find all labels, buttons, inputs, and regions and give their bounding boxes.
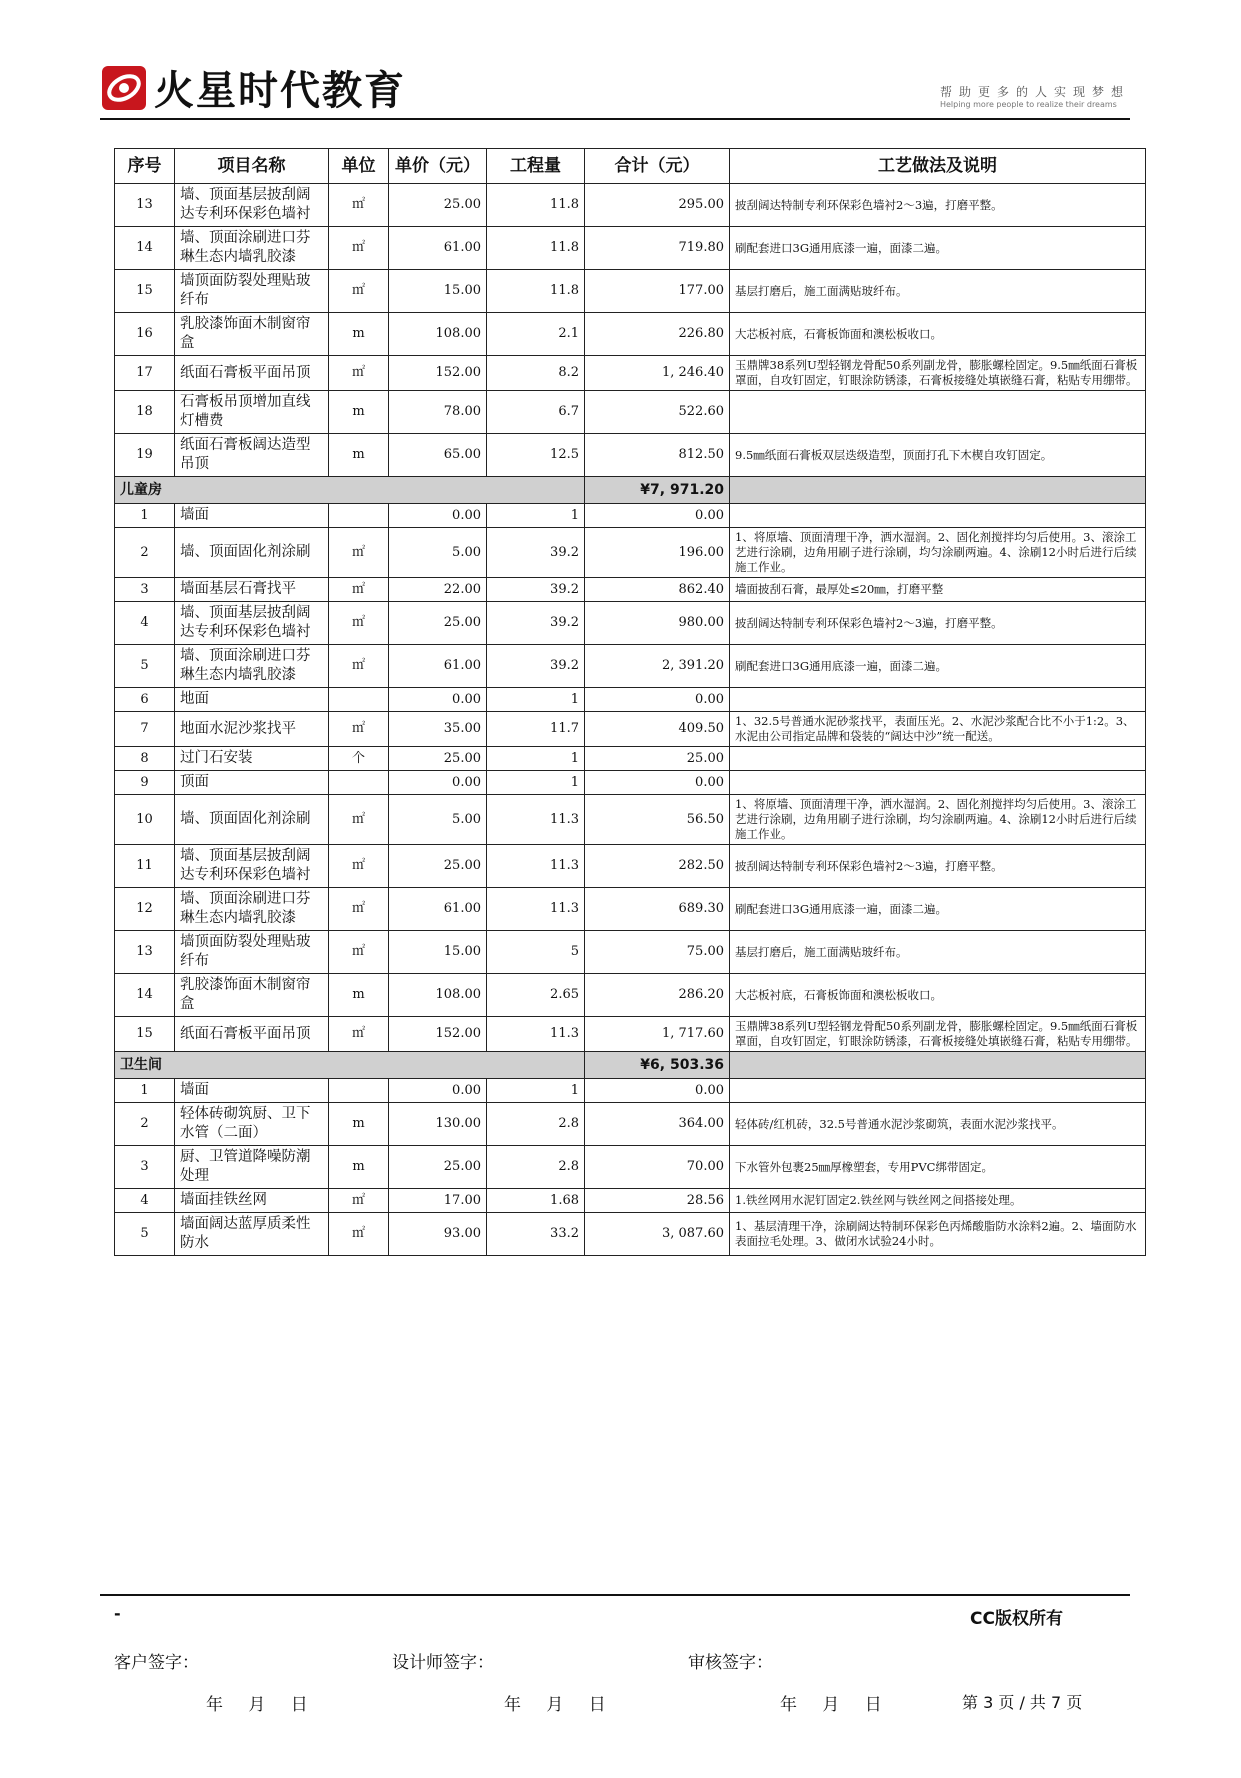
- unit: ㎡: [329, 931, 389, 974]
- quantity: 6.7: [487, 391, 585, 434]
- quote-table: [114, 148, 1146, 1256]
- line-total: 177.00: [585, 270, 730, 313]
- line-total: 364.00: [585, 1103, 730, 1146]
- process-description: 墙面披刮石膏，最厚处≤20㎜，打磨平整: [730, 578, 1146, 602]
- item-name: 石膏板吊顶增加直线灯槽费: [175, 391, 329, 434]
- table-row: [115, 1103, 1146, 1146]
- line-total: 226.80: [585, 313, 730, 356]
- row-number: 11: [115, 845, 175, 888]
- table-row: [115, 888, 1146, 931]
- item-name: 过门石安装: [175, 747, 329, 771]
- line-total: 409.50: [585, 712, 730, 747]
- row-number: 2: [115, 1103, 175, 1146]
- unit-price: 0.00: [389, 688, 487, 712]
- line-total: 0.00: [585, 1079, 730, 1103]
- unit-price: 15.00: [389, 931, 487, 974]
- item-name: 墙面: [175, 504, 329, 528]
- process-description: 披刮阔达特制专利环保彩色墙衬2～3遍，打磨平整。: [730, 845, 1146, 888]
- unit-price: 152.00: [389, 356, 487, 391]
- quantity: 11.3: [487, 845, 585, 888]
- table-row: [115, 1079, 1146, 1103]
- item-name: 纸面石膏板阔达造型吊顶: [175, 434, 329, 477]
- process-description: [730, 747, 1146, 771]
- item-name: 墙顶面防裂处理贴玻纤布: [175, 270, 329, 313]
- process-description: 基层打磨后，施工面满贴玻纤布。: [730, 270, 1146, 313]
- page-header: [100, 55, 1130, 117]
- row-number: 13: [115, 184, 175, 227]
- table-row: [115, 795, 1146, 845]
- item-name: 墙面基层石膏找平: [175, 578, 329, 602]
- unit: ㎡: [329, 845, 389, 888]
- row-number: 19: [115, 434, 175, 477]
- line-total: 28.56: [585, 1189, 730, 1213]
- quantity: 39.2: [487, 602, 585, 645]
- process-description: [730, 1079, 1146, 1103]
- process-description: 1、将原墙、顶面清理干净，洒水湿润。2、固化剂搅拌均匀后使用。3、滚涂工艺进行涂刷，边角用刷子进行涂刷，均匀涂刷两遍。4、涂刷12小时后进行后续施工作业。: [730, 795, 1146, 845]
- row-number: 17: [115, 356, 175, 391]
- reviewer-date: 年 月 日: [780, 1695, 882, 1715]
- unit-price: 5.00: [389, 528, 487, 578]
- process-description: 玉鼎牌38系列U型轻钢龙骨配50系列副龙骨，膨胀螺栓固定。9.5㎜纸面石膏板罩面，自攻钉固定，钉眼涂防锈漆，石膏板接缝处填嵌缝石膏，粘贴专用绷带。: [730, 1017, 1146, 1052]
- unit-price: 108.00: [389, 974, 487, 1017]
- quantity: 2.8: [487, 1146, 585, 1189]
- designer-signature-label: 设计师签字：: [392, 1653, 494, 1673]
- row-number: 14: [115, 974, 175, 1017]
- unit: ㎡: [329, 227, 389, 270]
- table-body: [115, 184, 1146, 1256]
- process-description: [730, 688, 1146, 712]
- row-number: 1: [115, 1079, 175, 1103]
- item-name: 墙、顶面固化剂涂刷: [175, 795, 329, 845]
- quantity: 1.68: [487, 1189, 585, 1213]
- item-name: 墙面挂铁丝网: [175, 1189, 329, 1213]
- table-row: [115, 1146, 1146, 1189]
- unit-price: 65.00: [389, 434, 487, 477]
- item-name: 墙、顶面固化剂涂刷: [175, 528, 329, 578]
- row-number: 15: [115, 1017, 175, 1052]
- quantity: 11.3: [487, 888, 585, 931]
- process-description: 披刮阔达特制专利环保彩色墙衬2～3遍，打磨平整。: [730, 184, 1146, 227]
- quantity: 33.2: [487, 1213, 585, 1256]
- unit: ㎡: [329, 578, 389, 602]
- table-row: [115, 356, 1146, 391]
- copyright-text: CC版权所有: [970, 1609, 1063, 1629]
- table-row: [115, 1017, 1146, 1052]
- quantity: 11.3: [487, 795, 585, 845]
- unit-price: 25.00: [389, 845, 487, 888]
- table-row: [115, 578, 1146, 602]
- process-description: 1、基层清理干净，涂刷阔达特制环保彩色丙烯酸脂防水涂料2遍。2、墙面防水表面拉毛处理。3、做闭水试验24小时。: [730, 1213, 1146, 1256]
- brand-name: 火星时代教育: [154, 68, 406, 114]
- unit-price: 5.00: [389, 795, 487, 845]
- line-total: 980.00: [585, 602, 730, 645]
- unit: 个: [329, 747, 389, 771]
- table-row: [115, 931, 1146, 974]
- col-header-total: 合计（元）: [585, 149, 730, 184]
- item-name: 纸面石膏板平面吊顶: [175, 1017, 329, 1052]
- quantity: 11.3: [487, 1017, 585, 1052]
- row-number: 5: [115, 645, 175, 688]
- process-description: 大芯板衬底，石膏板饰面和澳松板收口。: [730, 974, 1146, 1017]
- item-name: 墙、顶面涂刷进口芬琳生态内墙乳胶漆: [175, 888, 329, 931]
- line-total: 70.00: [585, 1146, 730, 1189]
- table-row: [115, 747, 1146, 771]
- item-name: 墙、顶面涂刷进口芬琳生态内墙乳胶漆: [175, 227, 329, 270]
- quantity: 8.2: [487, 356, 585, 391]
- unit: ㎡: [329, 602, 389, 645]
- unit: m: [329, 313, 389, 356]
- table-row: [115, 184, 1146, 227]
- table-row: [115, 227, 1146, 270]
- designer-date: 年 月 日: [504, 1695, 606, 1715]
- item-name: 纸面石膏板平面吊顶: [175, 356, 329, 391]
- unit-price: 61.00: [389, 227, 487, 270]
- unit: ㎡: [329, 712, 389, 747]
- unit: ㎡: [329, 645, 389, 688]
- line-total: 295.00: [585, 184, 730, 227]
- process-description: 下水管外包裹25㎜厚橡塑套，专用PVC绑带固定。: [730, 1146, 1146, 1189]
- table-row: [115, 974, 1146, 1017]
- quantity: 1: [487, 747, 585, 771]
- line-total: 1, 246.40: [585, 356, 730, 391]
- row-number: 4: [115, 1189, 175, 1213]
- process-description: 基层打磨后，施工面满贴玻纤布。: [730, 931, 1146, 974]
- quantity: 1: [487, 771, 585, 795]
- line-total: 0.00: [585, 504, 730, 528]
- line-total: 719.80: [585, 227, 730, 270]
- row-number: 2: [115, 528, 175, 578]
- unit: [329, 771, 389, 795]
- row-number: 12: [115, 888, 175, 931]
- unit: m: [329, 1103, 389, 1146]
- col-header-name: 项目名称: [175, 149, 329, 184]
- unit-price: 0.00: [389, 1079, 487, 1103]
- section-title: 卫生间: [115, 1052, 585, 1079]
- quantity: 5: [487, 931, 585, 974]
- table-row: [115, 688, 1146, 712]
- unit-price: 35.00: [389, 712, 487, 747]
- unit: m: [329, 974, 389, 1017]
- col-header-price: 单价（元）: [389, 149, 487, 184]
- item-name: 墙、顶面基层披刮阔达专利环保彩色墙衬: [175, 184, 329, 227]
- unit-price: 25.00: [389, 184, 487, 227]
- table-row: [115, 1189, 1146, 1213]
- process-description: 刷配套进口3G通用底漆一遍，面漆二遍。: [730, 227, 1146, 270]
- col-header-desc: 工艺做法及说明: [730, 149, 1146, 184]
- process-description: 大芯板衬底，石膏板饰面和澳松板收口。: [730, 313, 1146, 356]
- table-row: [115, 1213, 1146, 1256]
- unit: m: [329, 391, 389, 434]
- unit-price: 15.00: [389, 270, 487, 313]
- quantity: 11.8: [487, 184, 585, 227]
- line-total: 0.00: [585, 771, 730, 795]
- row-number: 5: [115, 1213, 175, 1256]
- process-description: 1.铁丝网用水泥钉固定2.铁丝网与铁丝网之间搭接处理。: [730, 1189, 1146, 1213]
- quantity: 12.5: [487, 434, 585, 477]
- line-total: 196.00: [585, 528, 730, 578]
- item-name: 乳胶漆饰面木制窗帘盒: [175, 313, 329, 356]
- header-divider: [100, 118, 1130, 120]
- row-number: 6: [115, 688, 175, 712]
- unit: ㎡: [329, 795, 389, 845]
- table-row: [115, 528, 1146, 578]
- section-total: ¥6, 503.36: [585, 1052, 730, 1079]
- unit: ㎡: [329, 356, 389, 391]
- unit-price: 93.00: [389, 1213, 487, 1256]
- row-number: 10: [115, 795, 175, 845]
- process-description: 1、32.5号普通水泥砂浆找平，表面压光。2、水泥沙浆配合比不小于1:2。3、水泥由公司指定品牌和袋装的“阔达中沙”统一配送。: [730, 712, 1146, 747]
- unit-price: 25.00: [389, 602, 487, 645]
- item-name: 墙、顶面涂刷进口芬琳生态内墙乳胶漆: [175, 645, 329, 688]
- unit: m: [329, 1146, 389, 1189]
- row-number: 7: [115, 712, 175, 747]
- table-row: [115, 270, 1146, 313]
- quantity: 11.8: [487, 270, 585, 313]
- row-number: 15: [115, 270, 175, 313]
- line-total: 522.60: [585, 391, 730, 434]
- table-row: [115, 771, 1146, 795]
- quantity: 2.1: [487, 313, 585, 356]
- footer-divider: [100, 1594, 1130, 1596]
- line-total: 812.50: [585, 434, 730, 477]
- process-description: 披刮阔达特制专利环保彩色墙衬2～3遍，打磨平整。: [730, 602, 1146, 645]
- unit-price: 61.00: [389, 645, 487, 688]
- row-number: 16: [115, 313, 175, 356]
- table-row: [115, 645, 1146, 688]
- quantity: 1: [487, 1079, 585, 1103]
- row-number: 9: [115, 771, 175, 795]
- row-number: 18: [115, 391, 175, 434]
- item-name: 厨、卫管道降噪防潮处理: [175, 1146, 329, 1189]
- line-total: 56.50: [585, 795, 730, 845]
- unit: [329, 1079, 389, 1103]
- section-empty-cell: [730, 1052, 1146, 1079]
- unit: [329, 688, 389, 712]
- process-description: 玉鼎牌38系列U型轻钢龙骨配50系列副龙骨，膨胀螺栓固定。9.5㎜纸面石膏板罩面，自攻钉固定，钉眼涂防锈漆，石膏板接缝处填嵌缝石膏，粘贴专用绷带。: [730, 356, 1146, 391]
- unit-price: 0.00: [389, 504, 487, 528]
- process-description: 刷配套进口3G通用底漆一遍，面漆二遍。: [730, 645, 1146, 688]
- process-description: [730, 504, 1146, 528]
- row-number: 8: [115, 747, 175, 771]
- process-description: [730, 771, 1146, 795]
- line-total: 3, 087.60: [585, 1213, 730, 1256]
- unit-price: 25.00: [389, 747, 487, 771]
- line-total: 1, 717.60: [585, 1017, 730, 1052]
- table-row: [115, 712, 1146, 747]
- brand-logo: [100, 59, 406, 116]
- quantity: 1: [487, 688, 585, 712]
- item-name: 墙、顶面基层披刮阔达专利环保彩色墙衬: [175, 845, 329, 888]
- quantity: 1: [487, 504, 585, 528]
- unit: ㎡: [329, 270, 389, 313]
- page-number: 第 3 页 / 共 7 页: [962, 1693, 1083, 1712]
- unit: m: [329, 434, 389, 477]
- unit: ㎡: [329, 1189, 389, 1213]
- line-total: 282.50: [585, 845, 730, 888]
- section-header-row: [115, 477, 1146, 504]
- quantity: 2.8: [487, 1103, 585, 1146]
- quantity: 39.2: [487, 645, 585, 688]
- table-row: [115, 602, 1146, 645]
- line-total: 0.00: [585, 688, 730, 712]
- customer-signature-label: 客户签字：: [114, 1653, 199, 1673]
- unit: ㎡: [329, 1213, 389, 1256]
- footer-dash: -: [114, 1604, 121, 1623]
- slogan: [940, 83, 1130, 109]
- line-total: 2, 391.20: [585, 645, 730, 688]
- table-header-row: [115, 149, 1146, 184]
- process-description: 9.5㎜纸面石膏板双层迭级造型，顶面打孔下木楔自攻钉固定。: [730, 434, 1146, 477]
- row-number: 3: [115, 578, 175, 602]
- unit-price: 78.00: [389, 391, 487, 434]
- section-header-row: [115, 1052, 1146, 1079]
- col-header-no: 序号: [115, 149, 175, 184]
- item-name: 墙面: [175, 1079, 329, 1103]
- unit-price: 152.00: [389, 1017, 487, 1052]
- row-number: 3: [115, 1146, 175, 1189]
- col-header-qty: 工程量: [487, 149, 585, 184]
- row-number: 14: [115, 227, 175, 270]
- item-name: 轻体砖砌筑厨、卫下水管（二面）: [175, 1103, 329, 1146]
- item-name: 乳胶漆饰面木制窗帘盒: [175, 974, 329, 1017]
- line-total: 862.40: [585, 578, 730, 602]
- item-name: 地面水泥沙浆找平: [175, 712, 329, 747]
- quantity: 11.7: [487, 712, 585, 747]
- unit: ㎡: [329, 184, 389, 227]
- quantity: 11.8: [487, 227, 585, 270]
- unit-price: 130.00: [389, 1103, 487, 1146]
- line-total: 75.00: [585, 931, 730, 974]
- unit-price: 61.00: [389, 888, 487, 931]
- row-number: 1: [115, 504, 175, 528]
- section-empty-cell: [730, 477, 1146, 504]
- unit: ㎡: [329, 888, 389, 931]
- process-description: 1、将原墙、顶面清理干净，洒水湿润。2、固化剂搅拌均匀后使用。3、滚涂工艺进行涂刷，边角用刷子进行涂刷，均匀涂刷两遍。4、涂刷12小时后进行后续施工作业。: [730, 528, 1146, 578]
- unit: ㎡: [329, 1017, 389, 1052]
- row-number: 13: [115, 931, 175, 974]
- unit: ㎡: [329, 528, 389, 578]
- item-name: 墙、顶面基层披刮阔达专利环保彩色墙衬: [175, 602, 329, 645]
- reviewer-signature-label: 审核签字：: [688, 1653, 773, 1673]
- col-header-unit: 单位: [329, 149, 389, 184]
- logo-swoosh-icon: [100, 64, 148, 112]
- unit-price: 25.00: [389, 1146, 487, 1189]
- line-total: 25.00: [585, 747, 730, 771]
- unit: [329, 504, 389, 528]
- row-number: 4: [115, 602, 175, 645]
- quantity: 2.65: [487, 974, 585, 1017]
- item-name: 墙顶面防裂处理贴玻纤布: [175, 931, 329, 974]
- section-title: 儿童房: [115, 477, 585, 504]
- item-name: 顶面: [175, 771, 329, 795]
- process-description: 刷配套进口3G通用底漆一遍，面漆二遍。: [730, 888, 1146, 931]
- quantity: 39.2: [487, 528, 585, 578]
- slogan-cn: 帮助更多的人实现梦想: [939, 85, 1130, 99]
- table-row: [115, 391, 1146, 434]
- line-total: 689.30: [585, 888, 730, 931]
- unit-price: 108.00: [389, 313, 487, 356]
- process-description: 轻体砖/红机砖，32.5号普通水泥沙浆砌筑，表面水泥沙浆找平。: [730, 1103, 1146, 1146]
- process-description: [730, 391, 1146, 434]
- unit-price: 17.00: [389, 1189, 487, 1213]
- customer-date: 年 月 日: [206, 1695, 308, 1715]
- table-row: [115, 434, 1146, 477]
- unit-price: 22.00: [389, 578, 487, 602]
- item-name: 地面: [175, 688, 329, 712]
- table-row: [115, 313, 1146, 356]
- slogan-en: Helping more people to realize their dreams: [939, 100, 1117, 109]
- unit-price: 0.00: [389, 771, 487, 795]
- table-row: [115, 504, 1146, 528]
- item-name: 墙面阔达蓝厚质柔性防水: [175, 1213, 329, 1256]
- line-total: 286.20: [585, 974, 730, 1017]
- quantity: 39.2: [487, 578, 585, 602]
- table-row: [115, 845, 1146, 888]
- section-total: ¥7, 971.20: [585, 477, 730, 504]
